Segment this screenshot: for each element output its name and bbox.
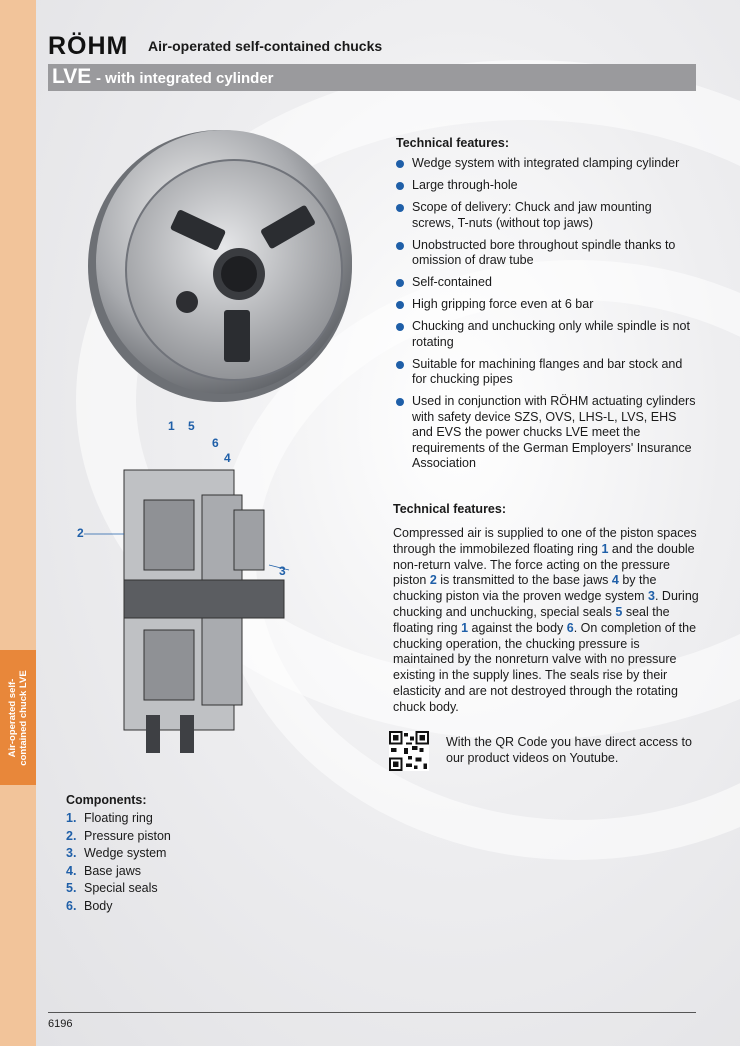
product-subtitle: - with integrated cylinder [96, 70, 274, 87]
footer-divider [48, 1012, 696, 1013]
description-heading: Technical features: [393, 502, 507, 516]
description-paragraph: Compressed air is supplied to one of the piston spaces through the immobilezed floating ring 1 and the double non-return valve. The force acting on the pressure piston 2 is transmitted to the base jaws 4 by the chucking piston via the proven wedge system 3. During chucking and unchucking, special seals 5 seal the floating ring 1 against the body 6. On completion of the chucking operation, the chucking pressure is maintained by the nonreturn valve with no pressure existing in the supply lines. The seals rise by their elasticity and are not destroyed through the rotating chuck body. [393, 526, 699, 714]
diagram-label-4: 4 [224, 451, 231, 465]
left-margin-bar [0, 0, 36, 1046]
diagram-label-5: 5 [188, 419, 195, 433]
side-tab[interactable] [0, 650, 36, 785]
page-number: 6196 [48, 1018, 73, 1030]
diagram-label-2: 2 [77, 526, 84, 540]
components-heading: Components: [66, 793, 147, 807]
list-item: Used in conjunction with RÖHM actuating cylinders with safety device SZS, OVS, LHS-L, LVS, EHS and EVS the power chucks LVE meet the requirements of the German Employers' Insurance Association [396, 394, 696, 472]
side-tab-label: Air-operated self- contained chuck LVE [7, 669, 29, 766]
product-title-bar [48, 64, 696, 91]
list-item: High gripping force even at 6 bar [396, 297, 696, 313]
qr-code-icon[interactable] [389, 731, 429, 771]
list-item: Suitable for machining flanges and bar stock and for chucking pipes [396, 357, 696, 388]
page-header-title: Air-operated self-contained chucks [148, 38, 383, 54]
list-item: 3. Wedge system [66, 846, 167, 860]
diagram-label-3: 3 [279, 564, 286, 578]
brand-logo: RÖHM [48, 32, 129, 60]
list-item: Large through-hole [396, 178, 696, 194]
list-item: 4. Base jaws [66, 863, 141, 878]
diagram-label-1: 1 [168, 419, 175, 433]
list-item: Wedge system with integrated clamping cylinder [396, 156, 696, 172]
list-item: Self-contained [396, 275, 696, 291]
list-item: Scope of delivery: Chuck and jaw mounting screws, T-nuts (without top jaws) [396, 200, 696, 231]
diagram-label-6: 6 [212, 436, 219, 450]
components-list [66, 810, 171, 915]
list-item: 6. Body [66, 898, 113, 913]
list-item: 2. Pressure piston [66, 828, 171, 843]
list-item: Unobstructed bore throughout spindle thanks to omission of draw tube [396, 238, 696, 269]
list-item: 1. Floating ring [66, 811, 153, 825]
product-code: LVE [52, 65, 92, 88]
features-heading: Technical features: [396, 136, 510, 150]
list-item: Chucking and unchucking only while spindle is not rotating [396, 319, 696, 350]
qr-caption: With the QR Code you have direct access to our product videos on Youtube. [446, 735, 692, 765]
chuck-photo [84, 124, 366, 406]
features-list [396, 156, 696, 478]
cross-section-drawing [84, 440, 304, 770]
list-item: 5. Special seals [66, 881, 158, 895]
